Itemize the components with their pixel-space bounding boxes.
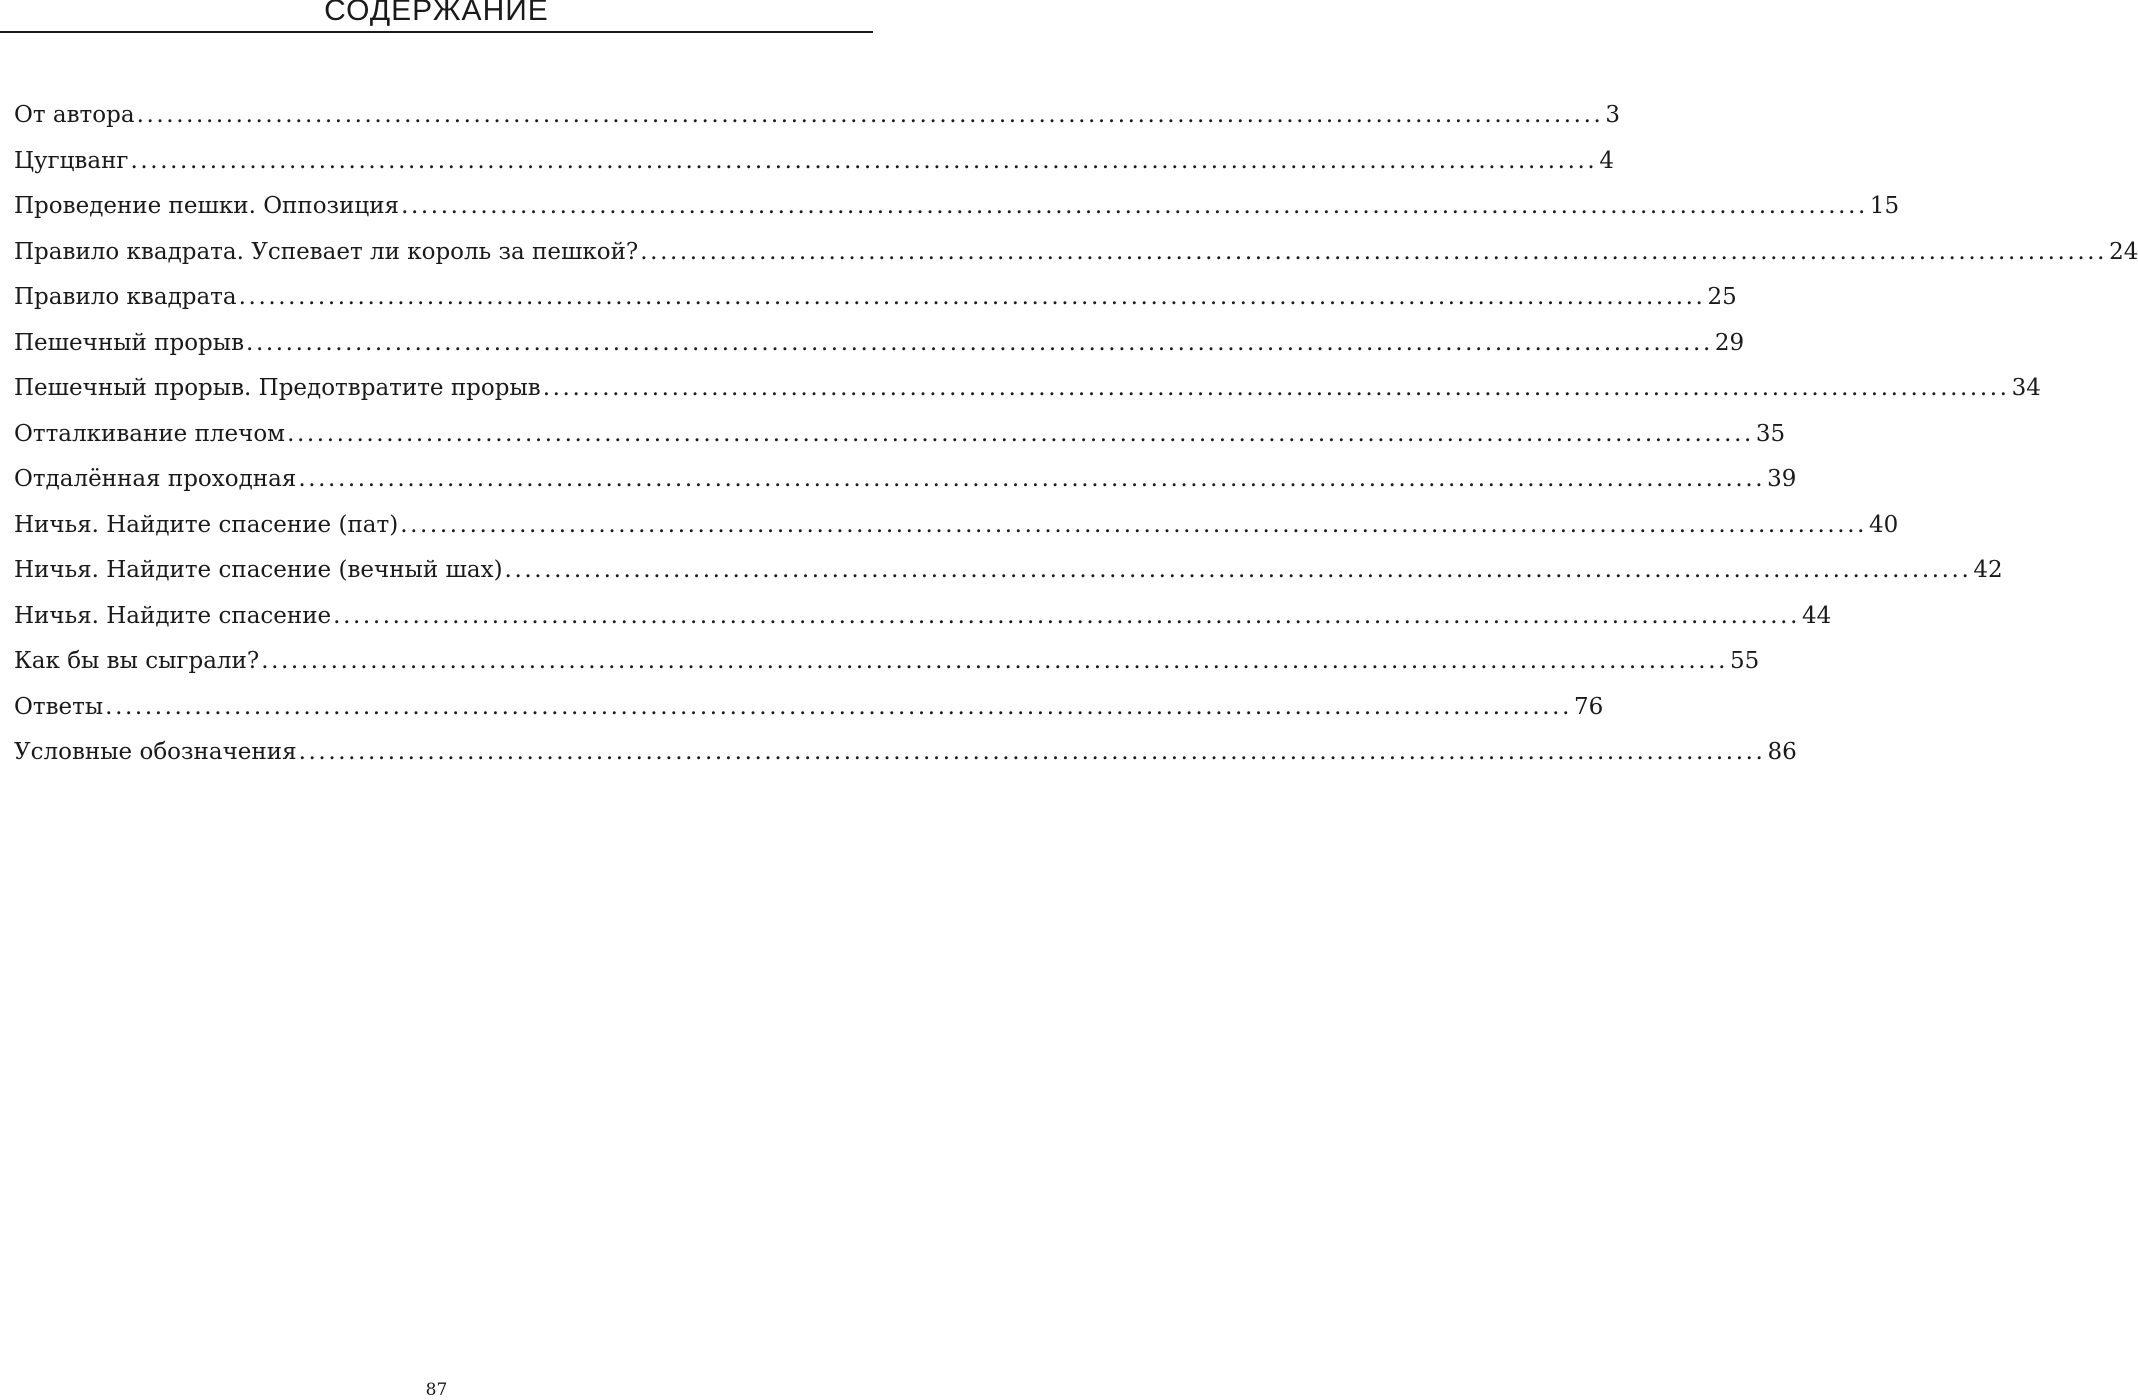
toc-dot-leader: .................................................................................................................................................... <box>238 284 1706 310</box>
toc-entry[interactable] <box>14 323 1745 369</box>
toc-entry-title: Ответы <box>14 693 104 720</box>
toc-entry[interactable] <box>14 641 1760 687</box>
toc-entry-page: 39 <box>1767 466 1797 492</box>
toc-dot-leader: .................................................................................................................................................... <box>298 739 1766 765</box>
toc-dot-leader: .................................................................................................................................................... <box>261 648 1729 674</box>
toc-entry-title: Пешечный прорыв <box>14 329 245 356</box>
toc-entry-page: 76 <box>1574 693 1604 720</box>
toc-entry-title: Условные обозначения <box>14 739 297 765</box>
toc-dot-leader: .................................................................................................................................................... <box>333 602 1801 629</box>
toc-entry-page: 40 <box>1869 511 1899 538</box>
toc-dot-leader: .................................................................................................................................................... <box>246 329 1713 356</box>
toc-entry[interactable] <box>14 550 2003 596</box>
toc-dot-leader: .................................................................................................................................................... <box>130 147 1598 174</box>
toc-entry-title: Отталкивание плечом <box>14 420 286 447</box>
toc-dot-leader: .................................................................................................................................................... <box>298 466 1766 492</box>
toc-entry[interactable] <box>14 368 2041 414</box>
toc-entry-page: 86 <box>1767 739 1797 765</box>
toc-entry-title: Как бы вы сыграли? <box>14 648 260 674</box>
toc-entry-page: 15 <box>1869 193 1900 219</box>
toc-entry-page: 42 <box>1973 557 2003 583</box>
toc-entry-title: От автора <box>14 102 135 128</box>
toc-entry[interactable] <box>14 505 1899 551</box>
toc-entry-title: Ничья. Найдите спасение (пат) <box>14 511 399 538</box>
toc-entry-title: Пешечный прорыв. Предотвратите прорыв <box>14 375 541 401</box>
toc-entry[interactable] <box>14 414 1786 460</box>
toc-entry-page: 35 <box>1755 420 1786 447</box>
toc-entry-page: 44 <box>1802 602 1832 629</box>
toc-entry-title: Правило квадрата <box>14 284 237 310</box>
toc-entry[interactable] <box>14 459 1797 505</box>
toc-dot-leader: .................................................................................................................................................... <box>640 238 2108 265</box>
toc-entry[interactable] <box>14 141 1614 187</box>
toc-dot-leader: .................................................................................................................................................... <box>287 420 1754 447</box>
toc-dot-leader: .................................................................................................................................................... <box>400 511 1868 538</box>
toc-entry-title: Проведение пешки. Оппозиция <box>14 193 400 219</box>
toc-entry-title: Правило квадрата. Успевает ли король за пешкой? <box>14 238 639 265</box>
toc-entry[interactable] <box>14 732 1797 778</box>
table-of-contents <box>14 95 2138 778</box>
toc-dot-leader: .................................................................................................................................................... <box>105 693 1573 720</box>
toc-entry-title: Цугцванг <box>14 147 129 174</box>
toc-entry-page: 4 <box>1599 147 1614 174</box>
toc-dot-leader: .................................................................................................................................................... <box>401 193 1868 219</box>
page-title: СОДЕРЖАНИЕ <box>324 0 549 27</box>
toc-entry[interactable] <box>14 95 1621 141</box>
toc-dot-leader: .................................................................................................................................................... <box>542 375 2010 401</box>
toc-entry[interactable] <box>14 277 1737 323</box>
toc-entry-title: Ничья. Найдите спасение <box>14 602 332 629</box>
toc-entry[interactable] <box>14 186 1900 232</box>
toc-entry[interactable] <box>14 232 2138 278</box>
toc-dot-leader: .................................................................................................................................................... <box>136 102 1604 128</box>
toc-entry[interactable] <box>14 596 1832 642</box>
toc-dot-leader: .................................................................................................................................................... <box>504 557 1972 583</box>
page-header <box>0 0 873 33</box>
toc-entry-title: Отдалённая проходная <box>14 466 297 492</box>
toc-entry[interactable] <box>14 687 1604 733</box>
toc-entry-page: 34 <box>2011 375 2041 401</box>
toc-entry-page: 29 <box>1714 329 1745 356</box>
page-number: 87 <box>425 1380 448 1400</box>
toc-entry-title: Ничья. Найдите спасение (вечный шах) <box>14 557 503 583</box>
toc-entry-page: 25 <box>1707 284 1737 310</box>
toc-entry-page: 55 <box>1730 648 1760 674</box>
toc-entry-page: 3 <box>1605 102 1621 128</box>
toc-entry-page: 24 <box>2109 238 2138 265</box>
